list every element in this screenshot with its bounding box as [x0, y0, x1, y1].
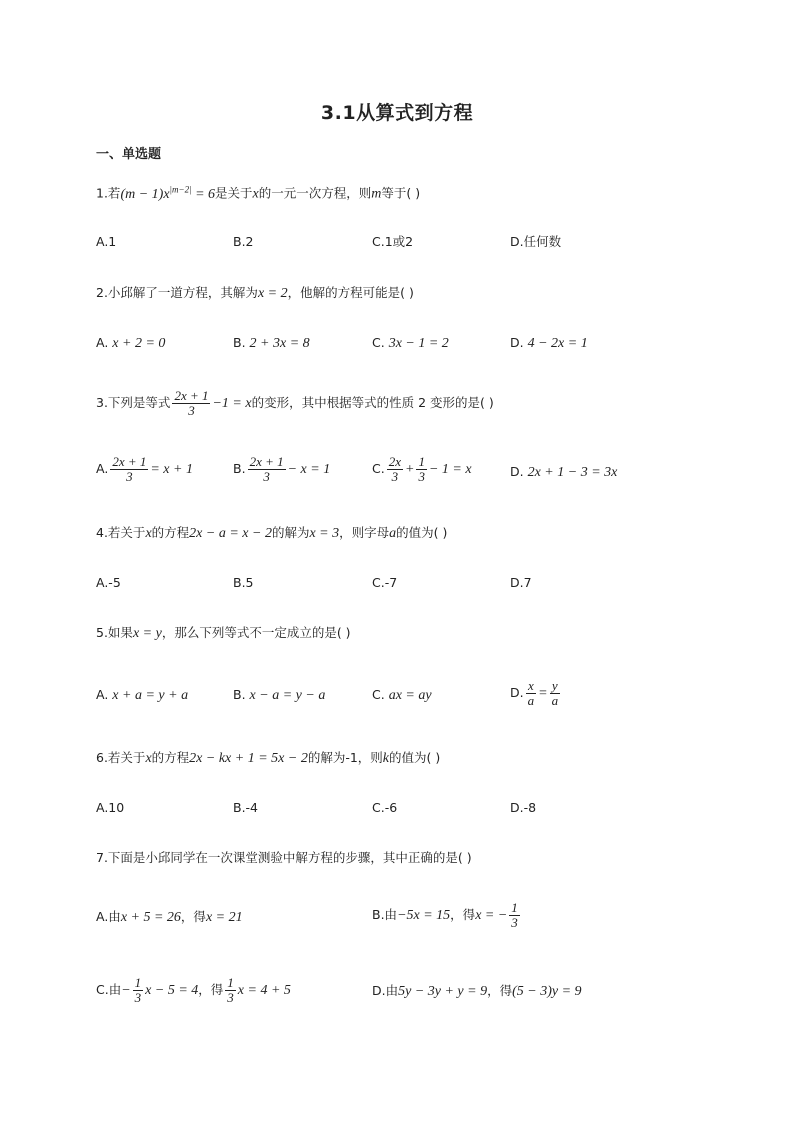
q2-option-a: A. x + 2 = 0 [96, 335, 166, 351]
q3-fraction: $\frac{2x + 1}{3}$ [174, 388, 209, 418]
q2-equation: x = 2 [257, 286, 288, 301]
q4-end: 的值为( ) [396, 525, 448, 540]
q6-prefix: 6.若关于 [96, 750, 146, 765]
q5-option-a: A. x + a = y + a [96, 687, 189, 703]
q6-equation: 2x − kx + 1 = 5x − 2 [189, 751, 308, 766]
q4-var: x [145, 526, 152, 541]
q4-text: 的方程 [151, 525, 190, 540]
q4-option-c: C.-7 [372, 575, 398, 590]
q1-option-b: B.2 [233, 234, 254, 249]
q3-option-b: B. $\frac{2x + 1}{3}$ − x = 1 [233, 454, 331, 484]
q4-text-2: 的解为 [271, 525, 310, 540]
q2-option-c: C. 3x − 1 = 2 [372, 335, 449, 351]
q5-end: ，那么下列等式不一定成立的是( ) [161, 625, 351, 640]
q5-option-c: C. ax = ay [372, 687, 432, 703]
q7-option-b: B.由−5x = 15，得x = − $\frac{1}{3}$ [372, 900, 518, 930]
q4-solution: x = 3 [309, 526, 340, 541]
q6-option-d: D.-8 [510, 800, 537, 815]
q2-prefix: 2.小邱解了一道方程，其解为 [96, 285, 258, 300]
question-5 [96, 623, 351, 644]
q1-end: 等于( ) [381, 185, 421, 201]
q6-option-a: A.10 [96, 800, 125, 815]
question-6 [96, 748, 440, 769]
q1-option-d: D.任何数 [510, 234, 562, 249]
question-2 [96, 283, 414, 304]
q1-text-2: 的一元一次方程，则 [258, 185, 372, 201]
q1-text: 是关于 [215, 185, 253, 201]
q5-prefix: 5.如果 [96, 625, 133, 640]
q6-option-c: C.-6 [372, 800, 398, 815]
q4-option-b: B.5 [233, 575, 254, 590]
q7-option-c: C.由− $\frac{1}{3}$ x − 5 = 4，得 $\frac{1}{3}$ x = 4 + 5 [96, 975, 291, 1005]
q2-end: ，他解的方程可能是( ) [287, 285, 414, 300]
q1-option-a: A.1 [96, 234, 117, 249]
question-1 [96, 179, 420, 205]
q4-text-3: ，则字母 [339, 525, 390, 540]
q5-option-d: D. $\frac{x}{a}$ = $\frac{y}{a}$ [510, 678, 559, 708]
q1-prefix: 1.若 [96, 185, 121, 201]
q3-option-c: C. $\frac{2x}{3}$ + $\frac{1}{3}$ − 1 = x [372, 454, 472, 484]
q6-text-2: 的解为-1，则 [307, 750, 383, 765]
q4-option-d: D.7 [510, 575, 532, 590]
q4-option-a: A.-5 [96, 575, 121, 590]
q3-equation-tail: −1 = x [212, 396, 252, 411]
q4-equation: 2x − a = x − 2 [189, 526, 272, 541]
q5-option-b: B. x − a = y − a [233, 687, 326, 703]
question-3 [96, 389, 494, 418]
question-4 [96, 523, 447, 544]
q6-end: 的值为( ) [389, 750, 441, 765]
q6-var2: k [382, 751, 390, 766]
q3-option-a: A. $\frac{2x + 1}{3}$ = x + 1 [96, 454, 193, 484]
q3-end: 的变形，其中根据等式的性质 2 变形的是( ) [251, 395, 494, 410]
q7-option-a: A.由x + 5 = 26，得x = 21 [96, 909, 243, 925]
q6-option-b: B.-4 [233, 800, 259, 815]
q5-equation: x = y [132, 626, 162, 641]
q4-var2: a [389, 526, 397, 541]
q3-prefix: 3.下列是等式 [96, 395, 171, 410]
q2-option-d: D. 4 − 2x = 1 [510, 335, 588, 351]
q1-var: x [252, 186, 259, 202]
q7-option-d: D.由5y − 3y + y = 9，得(5 − 3)y = 9 [372, 983, 582, 999]
question-7: 7.下面是小邱同学在一次课堂测验中解方程的步骤，其中正确的是( ) [96, 850, 472, 865]
q2-option-b: B. 2 + 3x = 8 [233, 335, 310, 351]
q4-prefix: 4.若关于 [96, 525, 146, 540]
q6-text: 的方程 [151, 750, 190, 765]
q1-equation: $(m - 1)x^{|m-2|} = 6$ [120, 184, 216, 202]
q1-option-c: C.1或2 [372, 234, 414, 249]
section-heading: 一、单选题 [96, 147, 162, 162]
q3-option-d: D. 2x + 1 − 3 = 3x [510, 464, 618, 480]
q6-var: x [145, 751, 152, 766]
page-title: 3.1从算式到方程 [320, 102, 474, 124]
q1-var2: m [371, 186, 382, 202]
